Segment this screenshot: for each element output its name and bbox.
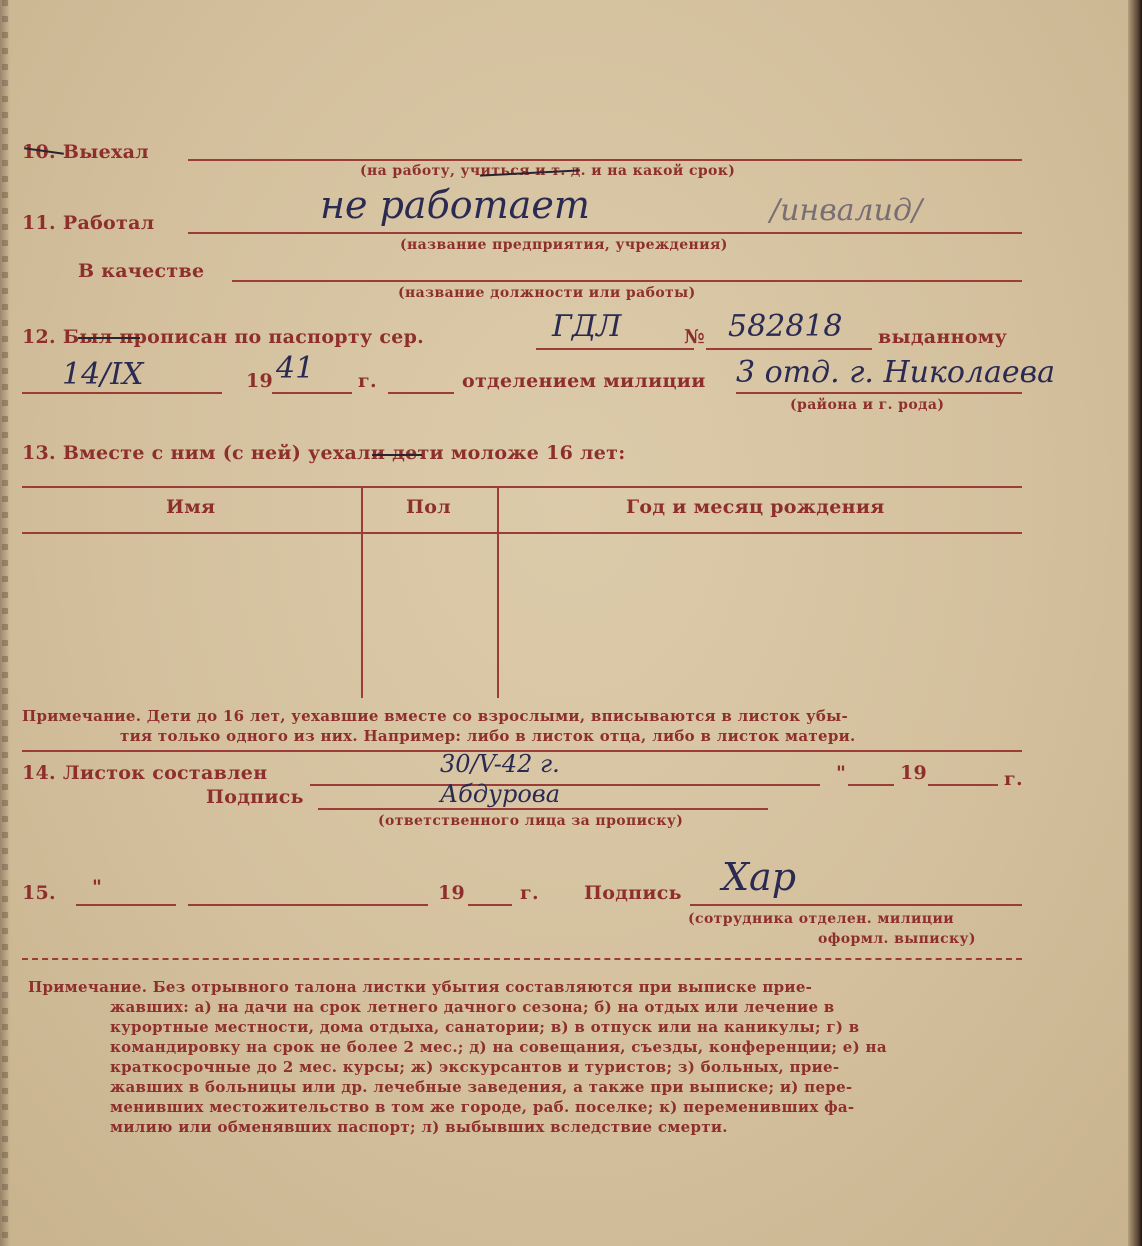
note-2-line-1: Примечание. Без отрывного талона листки убытия составляются при выписке прие- (28, 978, 813, 996)
g-14: г. (1004, 768, 1023, 790)
g-line-12 (388, 392, 454, 394)
sign-line-14 (318, 808, 768, 810)
office-hint: (района и г. рода) (790, 397, 945, 413)
note-2-line-7: менивших местожительство в том же городе, раб. поселке; к) переменивших фа- (110, 1098, 855, 1116)
note-2-line-8: милию или обменявших паспорт; л) выбывших вследствие смерти. (110, 1118, 728, 1136)
field-10-label: 10. Выехал (22, 141, 149, 163)
line-15-a (76, 904, 176, 906)
year-line-12 (272, 392, 352, 394)
field-10-hint: (на работу, учиться и т. д. и на какой срок) (360, 163, 736, 179)
year-prefix-15: 19 (438, 882, 466, 904)
sign-label-14: Подпись (206, 786, 304, 808)
field-14-date-line (310, 784, 820, 786)
field-11-line (188, 232, 1022, 234)
passport-series: ГДЛ (552, 309, 622, 344)
field-15-label: 15. (22, 882, 56, 904)
table-divider-1 (361, 488, 363, 698)
field-15-hint-1: (сотрудника отделен. милиции (688, 911, 955, 927)
line-15-b (188, 904, 428, 906)
field-10-line (188, 159, 1022, 161)
year-prefix-12: 19 (246, 370, 274, 392)
field-14-date: 30/V-42 г. (440, 750, 560, 778)
g-15: г. (520, 882, 539, 904)
sign-line-15 (690, 904, 1022, 906)
perforated-edge (2, 0, 8, 1246)
strike-12 (78, 337, 140, 339)
field-13-label: 13. Вместе с ним (с ней) уехали дети моложе 16 лет: (22, 442, 626, 464)
g-12: г. (358, 370, 377, 392)
table-header-line (22, 532, 1022, 534)
number-line (706, 348, 872, 350)
field-11-role-hint: (название должности или работы) (398, 285, 696, 301)
year-line-14 (928, 784, 998, 786)
field-11-label: 11. Работал (22, 212, 155, 234)
issued-label: выданному (878, 326, 1008, 348)
field-15-hint-2: оформл. выписку) (818, 931, 976, 947)
field-11-role-label: В качестве (78, 260, 205, 282)
series-line (536, 348, 694, 350)
field-14-hint: (ответственного лица за прописку) (378, 813, 684, 829)
column-birth: Год и месяц рождения (626, 496, 885, 518)
field-14-label: 14. Листок составлен (22, 762, 268, 784)
police-office: 3 отд. г. Николаева (736, 355, 1055, 390)
field-11-hint: (название предприятия, учреждения) (400, 237, 728, 253)
note-1-line-2: тия только одного из них. Например: либо в листок отца, либо в листок матери. (120, 727, 856, 745)
office-label: отделением милиции (462, 370, 706, 392)
field-15-signature: Хар (722, 855, 797, 899)
note-2-line-4: командировку на срок не более 2 мес.; д) на совещания, съезды, конференции; е) на (110, 1038, 887, 1056)
note-1-line-1: Примечание. Дети до 16 лет, уехавшие вместе со взрослыми, вписываются в листок убы- (22, 707, 849, 725)
quote-15: " (92, 876, 103, 898)
strike-13 (372, 454, 422, 456)
table-divider-2 (497, 488, 499, 698)
issue-year: 41 (276, 351, 315, 386)
issue-date-line (22, 392, 222, 394)
sign-label-15: Подпись (584, 882, 682, 904)
issue-date: 14/IX (62, 357, 144, 392)
field-11-handwritten: не работает (320, 183, 590, 227)
table-top-line (22, 486, 1022, 488)
right-edge (1128, 0, 1142, 1246)
year-line-15 (468, 904, 512, 906)
field-12-label: 12. Был прописан по паспорту сер. (22, 326, 425, 348)
field-14-signature: Абдурова (440, 780, 561, 808)
column-name: Имя (166, 496, 216, 518)
number-sign: № (684, 326, 705, 348)
field-11-handwritten-extra: /инвалид/ (770, 193, 923, 228)
note-2-line-2: жавших: а) на дачи на срок летнего дачного сезона; б) на отдых или лечение в (110, 998, 835, 1016)
note-2-line-5: краткосрочные до 2 мес. курсы; ж) экскурсантов и туристов; з) больных, прие- (110, 1058, 840, 1076)
field-11-role-line (232, 280, 1022, 282)
note-2-line-3: курортные местности, дома отдыха, санатории; в) в отпуск или на каникулы; г) в (110, 1018, 860, 1036)
passport-number: 582818 (728, 309, 843, 344)
year-prefix-14: 19 (900, 762, 928, 784)
quote-line-14 (848, 784, 894, 786)
note-2-line-6: жавших в больницы или др. лечебные заведения, а также при выписке; и) пере- (110, 1078, 853, 1096)
column-sex: Пол (406, 496, 451, 518)
quote-14: " (836, 762, 847, 784)
bottom-separator (22, 958, 1022, 960)
office-line (736, 392, 1022, 394)
